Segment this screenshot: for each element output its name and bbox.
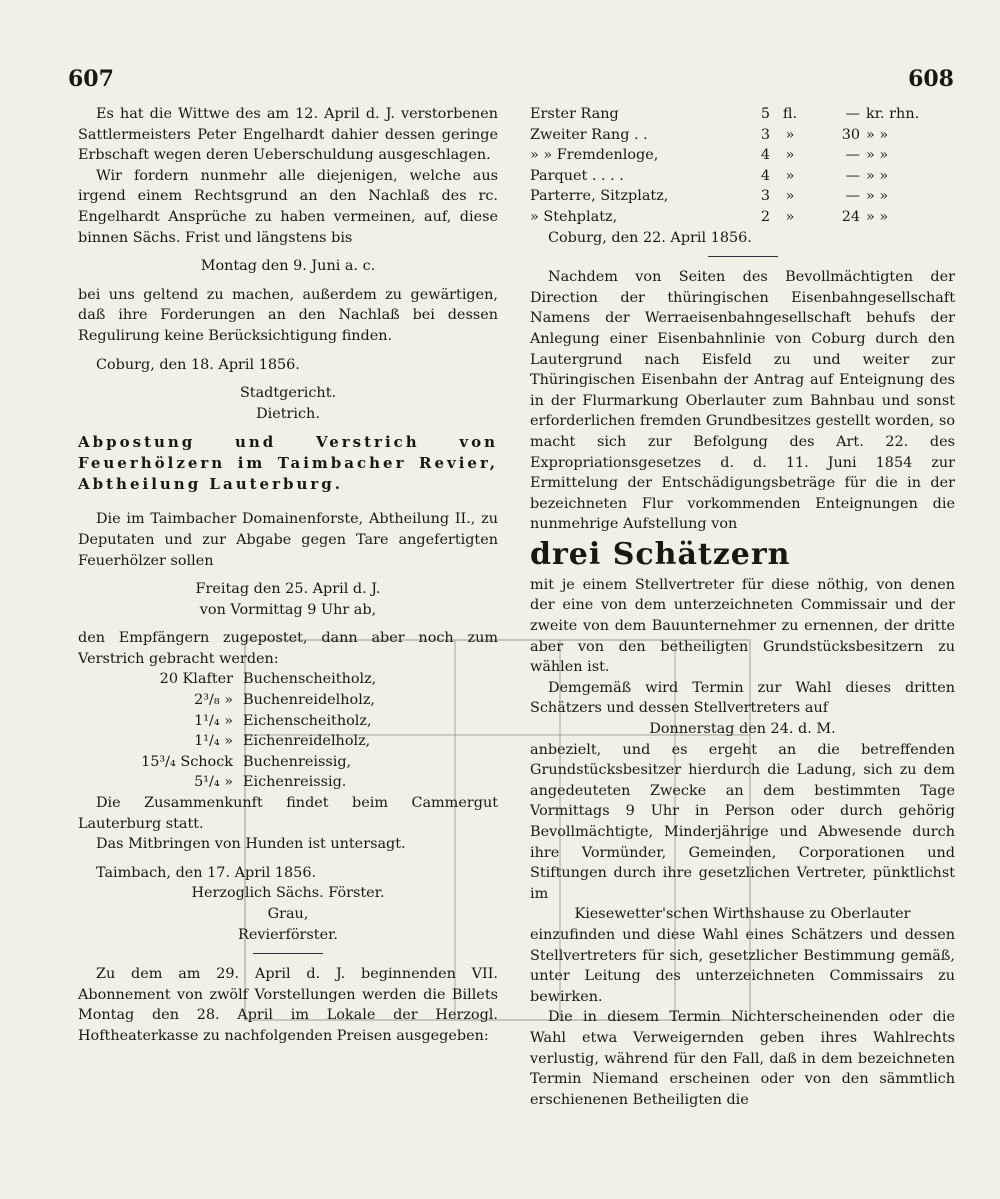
notice-engelhardt-p2: Wir fordern nunmehr alle diejenigen, welche aus irgend einem Rechtsgrund an den Nachlaß des rc. Engelhardt Ansprüche zu haben vermeinen, auf, diese binnen Sächs. Frist und längstens bis — [78, 167, 498, 246]
notice-eisenbahn: Nachdem von Seiten des Bevollmächtigten der Direction der thüringischen Eisenbahngesellschaft Namens der Werraeisenbahngesellschaft behufs der Anlegung einer Eisenbahnlinie von Coburg durch den Lautergrund nach Eisfeld zu und weiter zur Thüringischen Eisenbahn der Antrag auf Enteignung des in der Flurmarkung Oberlauter zum Bahnbau und sonst erforderlichen fremden Grundbesitzes gestellt worden, so macht sich zur Befolgung des Art. 22. des Expropriationsgesetzes d. d. 11. Juni 1854 zur Ermittelung der Entschädigungsbeträge für die in der bezeichneten Flur vorkommenden Enteignungen die nunmehrige Aufstellung von — [530, 269, 955, 533]
page-number-right: 608 — [908, 66, 954, 92]
notice-feuerhoelzer: Die im Taimbacher Domainenforste, Abtheilung II., zu Deputaten und zur Abgabe gegen Tare angefertigten Feuerhölzer sollen — [78, 511, 498, 569]
notice-theater-abonnement: Zu dem am 29. April d. J. beginnenden VII. Abonnement von zwölf Vorstellungen werden die Billets Montag den 28. April im Lokale der Herzogl. Hoftheaterkasse zu nachfolgenden Preisen ausgegeben: — [78, 966, 498, 1044]
meeting-place: Die Zusammenkunft findet beim Cammergut Lauterburg statt. — [78, 795, 498, 832]
signer-dietrich: Dietrich. — [256, 405, 320, 422]
notice-engelhardt-p3: bei uns geltend zu machen, außerdem zu gewärtigen, daß ihre Forderungen an den Nachlaß bei dessen Regulirung keine Berücksichtigung finden. — [78, 286, 498, 344]
notice-feuerhoelzer-cont: den Empfängern zugepostet, dann aber noch zum Verstrich gebracht werden: — [78, 630, 498, 667]
right-column — [530, 104, 955, 1110]
termin-place: Kiesewetter'schen Wirthshause zu Oberlauter — [574, 906, 911, 923]
table-row: Parterre, Sitzplatz, 3 » — » » — [530, 188, 889, 205]
notice-termin-end: einzufinden und diese Wahl eines Schätzers und dessen Stellvertreters für sich, gesetzlicher Bestimmung gemäß, unter Leitung des unterzeichneten Commissairs zu bewirken. — [530, 926, 955, 1005]
place-date-coburg-22: Coburg, den 22. April 1856. — [548, 229, 752, 246]
list-item: 20 Klafter Buchenscheitholz, — [159, 671, 377, 688]
table-row: Zweiter Rang . . 3 » 30 » » — [530, 126, 889, 143]
list-item: 2³/₈ » Buchenreidelholz, — [194, 692, 375, 709]
dogs-notice: Das Mitbringen von Hunden ist untersagt. — [96, 836, 406, 853]
notice-eisenbahn-cont: mit je einem Stellvertreter für diese nöthig, von denen der eine von dem unterzeichneten Commissair und der zweite von dem Bauunternehmer zu ernennen, der dritte aber von den betheiligten Grundstücksbesitzern zu wählen ist. — [530, 576, 955, 676]
heading-drei-schaetzern: drei Schätzern — [530, 536, 791, 572]
list-item: 5¹/₄ » Eichenreissig. — [194, 774, 347, 791]
divider — [253, 953, 323, 954]
notice-termin-cont: anbezielt, und es ergeht an die betreffenden Grundstücksbesitzer hierdurch die Ladung, sich zu dem angedeuteten Zwecke an dem bestimmten Tage Vormittags 9 Uhr in Person oder durch gehörig Bevollmächtigte, Minderjährige und Abwesende durch ihre Vormünder, Gemeinden, Corporationen und Stiftungen durch ihre gesetzlichen Vertreter, pünktlichst im — [530, 741, 955, 902]
table-row: Erster Rang 5 fl. — kr. rhn. — [530, 106, 920, 122]
signer-grau-title: Revierförster. — [238, 926, 338, 943]
page-number-left: 607 — [68, 66, 114, 92]
notice-termin: Demgemäß wird Termin zur Wahl dieses dritten Schätzers und dessen Stellvertreters auf — [530, 679, 955, 717]
forester-office: Herzoglich Sächs. Förster. — [191, 885, 385, 902]
table-row: Parquet . . . . 4 » — » » — [530, 167, 889, 184]
signer-grau: Grau, — [267, 906, 309, 922]
divider — [708, 256, 778, 257]
place-date-taimbach: Taimbach, den 17. April 1856. — [96, 864, 317, 881]
price-table — [530, 104, 955, 228]
auction-date: Freitag den 25. April d. J. — [195, 581, 381, 598]
notice-engelhardt-p1: Es hat die Wittwe des am 12. April d. J. verstorbenen Sattlermeisters Peter Engelhardt dahier dessen geringe Erbschaft wegen deren Ueberschuldung ausgeschlagen. — [78, 106, 498, 164]
wood-item-list — [78, 669, 498, 793]
notice-nichterscheinen: Die in diesem Termin Nichterscheinenden oder die Wahl etwa Verweigernden geben ihres Wahlrechts verlustig, während für den Fall, daß in dem bezeichneten Termin Niemand erscheinen oder von den sämmtlich erschienenen Betheiligten die — [530, 1009, 955, 1108]
deadline-date: Montag den 9. Juni a. c. — [200, 258, 376, 275]
left-column — [78, 104, 498, 1047]
termin-date: Donnerstag den 24. d. M. — [649, 721, 836, 738]
list-item: 1¹/₄ » Eichenscheitholz, — [194, 712, 372, 729]
list-item: 1¹/₄ » Eichenreidelholz, — [194, 733, 371, 750]
place-date-coburg-18: Coburg, den 18. April 1856. — [96, 356, 300, 373]
auction-time: von Vormittag 9 Uhr ab, — [199, 601, 377, 618]
table-row: » » Fremdenloge, 4 » — » » — [530, 147, 889, 164]
table-row: » Stehplatz, 2 » 24 » » — [530, 208, 889, 225]
heading-feuerhoelzer: Abpostung und Verstrich von Feuerhölzern im Taimbacher Revier, Abtheilung Lauterburg. — [78, 433, 498, 494]
court-name: Stadtgericht. — [239, 385, 337, 402]
list-item: 15³/₄ Schock Buchenreissig, — [141, 753, 352, 770]
